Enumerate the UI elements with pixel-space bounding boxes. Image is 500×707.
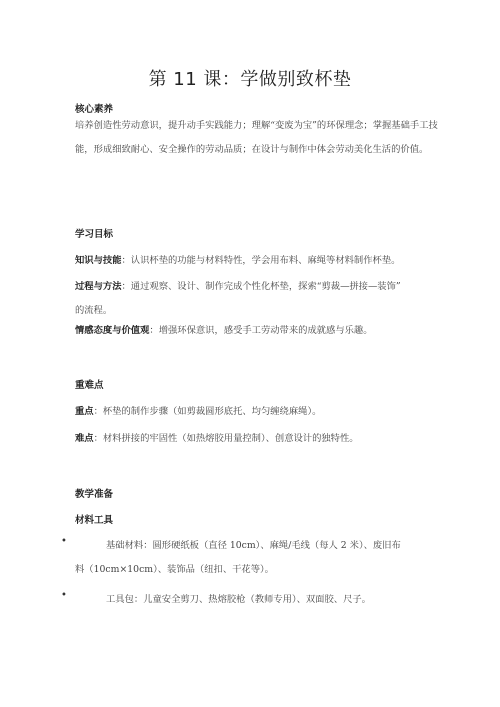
learning-goals-heading: 学习目标 xyxy=(75,229,114,240)
key-difficulties-heading: 重难点 xyxy=(75,380,104,391)
difficulty-line xyxy=(75,430,450,444)
focus-label: 重点 xyxy=(75,406,94,417)
process-methods-label: 过程与方法 xyxy=(75,281,122,292)
toolkit-line: 工具包：儿童安全剪刀、热熔胶枪（教师专用）、双面胶、尺子。 xyxy=(106,594,371,605)
emotion-values-text: ：增强环保意识，感受手工劳动带来的成就感与乐趣。 xyxy=(149,325,373,336)
core-competency-heading: 核心素养 xyxy=(75,104,114,115)
difficulty-label: 难点 xyxy=(75,433,94,444)
process-methods-text: ：通过观察、设计、制作完成个性化杯垫，探索“剪裁—拼接—装饰” xyxy=(121,281,401,292)
basic-materials-line1: 基础材料：圆形硬纸板（直径 10cm）、麻绳/毛线（每人 2 米）、废旧布 xyxy=(106,540,401,551)
teaching-prep-heading: 教学准备 xyxy=(75,489,114,500)
materials-tools-heading: 材料工具 xyxy=(75,515,114,526)
focus-text: ：杯垫的制作步骤（如剪裁圆形底托、均匀缠绕麻绳）。 xyxy=(93,406,322,417)
focus-line xyxy=(75,403,450,417)
emotion-values-line xyxy=(75,322,450,336)
knowledge-skills-label: 知识与技能 xyxy=(75,255,122,266)
core-competency-paragraph: 培养创造性劳动意识，提升动手实践能力；理解“变废为宝”的环保理念；掌握基础手工技能，形成细致耐心、安全操作的劳动品质；在设计与制作中体会劳动美化生活的价值。 xyxy=(75,120,438,155)
knowledge-skills-line xyxy=(75,252,450,266)
process-methods-continuation: 的流程。 xyxy=(75,305,113,316)
bullet-point: • xyxy=(61,536,67,547)
emotion-values-label: 情感态度与价值观 xyxy=(75,325,150,336)
lesson-title: 第 11 课：学做别致杯垫 xyxy=(148,69,352,90)
bullet-point: • xyxy=(61,590,67,601)
difficulty-text: ：材料拼接的牢固性（如热熔胶用量控制）、创意设计的独特性。 xyxy=(93,433,359,444)
basic-materials-line2: 料（10cm×10cm）、装饰品（纽扣、干花等）。 xyxy=(75,564,274,575)
knowledge-skills-text: ：认识杯垫的功能与材料特性，学会用布料、麻绳等材料制作杯垫。 xyxy=(121,255,401,266)
process-methods-line xyxy=(75,278,450,292)
